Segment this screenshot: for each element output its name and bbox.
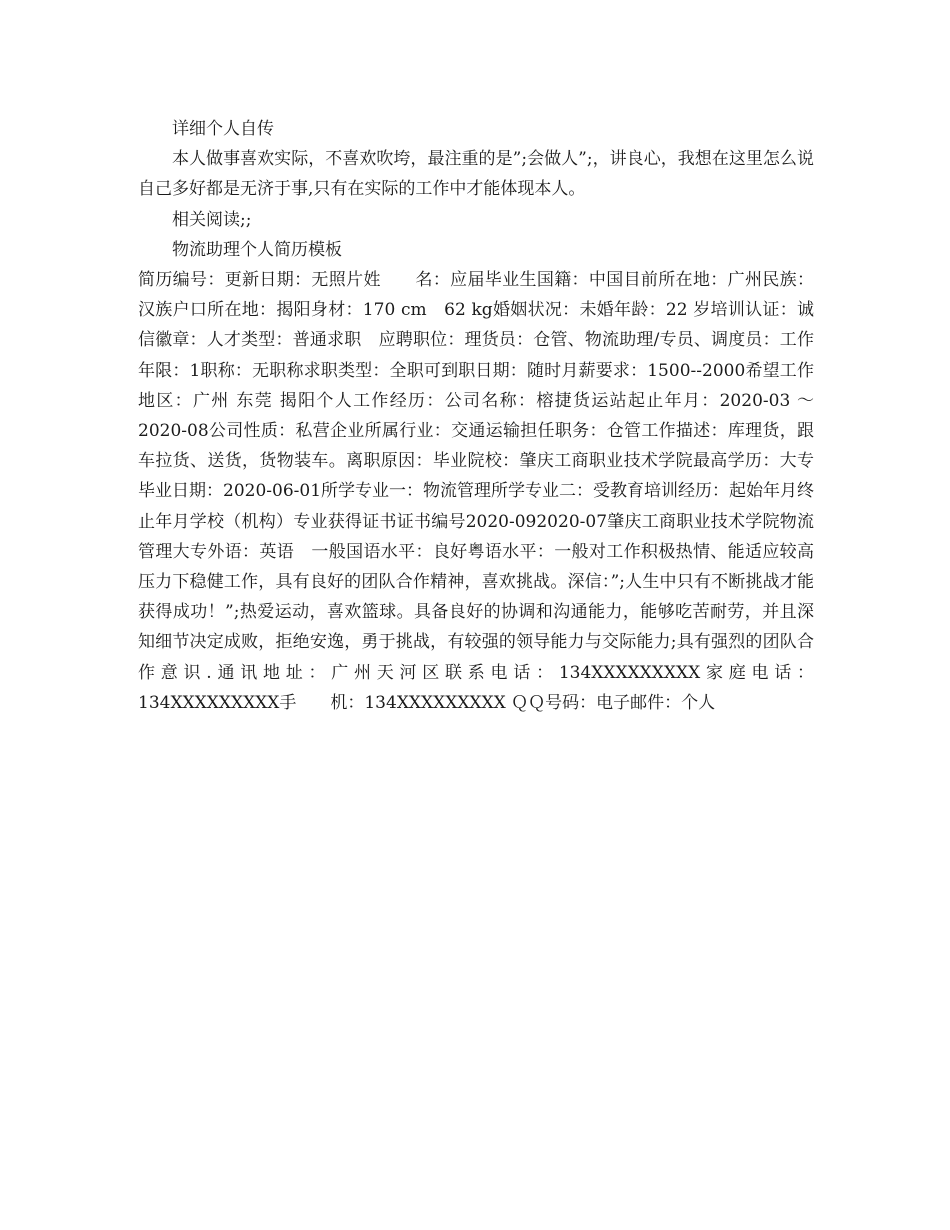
resume-body-paragraph: 简历编号：更新日期：无照片姓 名：应届毕业生国籍：中国目前所在地：广州民族：汉族户口所在地：揭阳身材：170 cm 62 kg婚姻状况：未婚年龄：22 岁培训认证：诚信徽章：人才类型：普通求职 应聘职位：理货员：仓管、物流助理/专员、调度员：工作年限：1职称：无职称求职类型：全职可到职日期：随时月薪要求：1500--2000希望工作地区：广州 东莞 揭阳个人工作经历：公司名称：榕捷货运站起止年月：2020-03 ～ 2020-08公司性质：私营企业所属行业：交通运输担任职务：仓管工作描述：库理货，跟车拉货、送货，货物装车。离职原因：毕业院校：肇庆工商职业技术学院最高学历：大专毕业日期：2020-06-01所学专业一：物流管理所学专业二：受教育培训经历：起始年月终止年月学校（机构）专业获得证书证书编号2020-092020-07肇庆工商职业技术学院物流管理大专外语：英语 一般国语水平：良好粤语水平：一般对工作积极热情、能适应较高压力下稳健工作，具有良好的团队合作精神，喜欢挑战。深信：”;人生中只有不断挑战才能获得成功！”;热爱运动，喜欢篮球。具备良好的协调和沟通能力，能够吃苦耐劳，并且深知细节决定成败，拒绝安逸，勇于挑战，有较强的领导能力与交际能力;具有强烈的团队合作意识.通讯地址：广州天河区联系电话：134XXXXXXXXX家庭电话：134XXXXXXXXX手 机：134XXXXXXXXX ＱＱ号码：电子邮件：个人: [138, 270, 815, 713]
related-reading-label: 相关阅读;;: [172, 209, 252, 230]
autobiography-heading: 详细个人自传: [172, 119, 274, 139]
autobiography-paragraph: 本人做事喜欢实际，不喜欢吹垮，最注重的是”;会做人”;，讲良心，我想在这里怎么说自己多好都是无济于事,只有在实际的工作中才能体现本人。: [138, 149, 814, 200]
resume-template-title: 物流助理个人简历模板: [172, 239, 342, 260]
document-body: [138, 114, 814, 718]
